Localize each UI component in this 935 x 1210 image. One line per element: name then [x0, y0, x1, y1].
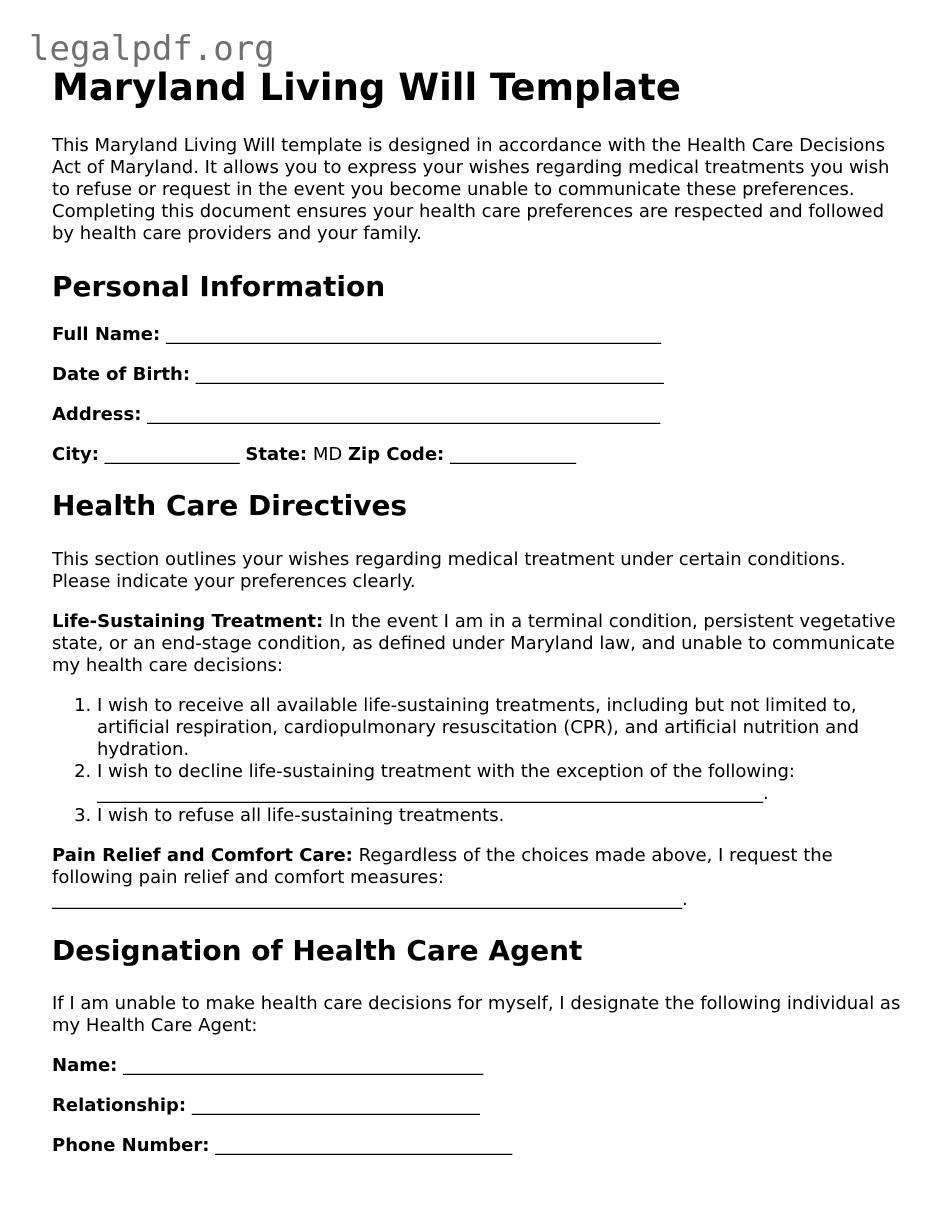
document-page	[52, 66, 902, 1157]
treatment-option-refuse[interactable]: 3. I wish to refuse all life-sustaining treatments.	[97, 805, 902, 827]
life-sustaining-text: In the event I am in a terminal condition, persistent vegetative state, or an end-stage condition, as defined under Maryland law, and unable to communicate my health care decisions:	[52, 611, 896, 676]
state-label: State:	[245, 444, 308, 465]
pain-relief-paragraph	[52, 845, 902, 911]
treatment-options-list	[52, 695, 902, 827]
address-label: Address:	[52, 404, 142, 425]
life-sustaining-paragraph	[52, 611, 902, 677]
treatment-option-receive[interactable]: 1. I wish to receive all available life-sustaining treatments, including but not limited to, artificial respiration, cardiopulmonary resuscitation (CPR), and artificial nutrition and hydration.	[97, 695, 902, 761]
dob-label: Date of Birth:	[52, 364, 191, 385]
agent-phone-field	[52, 1135, 902, 1157]
pain-relief-label: Pain Relief and Comfort Care:	[52, 845, 353, 866]
dob-field	[52, 364, 902, 386]
personal-info-heading: Personal Information	[52, 270, 386, 303]
agent-intro: If I am unable to make health care decisions for myself, I designate the following individual as my Health Care Agent:	[52, 993, 901, 1036]
address-field	[52, 404, 902, 426]
agent-relationship-field	[52, 1095, 902, 1117]
watermark: legalpdf.org	[29, 29, 275, 69]
dob-blank[interactable]: ____________________________________________________	[195, 364, 664, 385]
agent-name-label: Name:	[52, 1055, 118, 1076]
agent-name-blank[interactable]: ________________________________________	[123, 1055, 484, 1076]
agent-name-field	[52, 1055, 902, 1077]
city-state-zip-field	[52, 444, 902, 466]
city-blank[interactable]: _______________	[104, 444, 240, 465]
full-name-label: Full Name:	[52, 324, 161, 345]
full-name-field	[52, 324, 902, 346]
treatment-option-decline[interactable]: 2. I wish to decline life-sustaining treatment with the exception of the following: __________________________________________________________________________.	[97, 761, 902, 805]
directives-intro: This section outlines your wishes regarding medical treatment under certain conditions. Please indicate your preferences clearly.	[52, 549, 846, 592]
life-sustaining-label: Life-Sustaining Treatment:	[52, 611, 324, 632]
address-blank[interactable]: _________________________________________________________	[147, 404, 661, 425]
state-value: MD	[312, 444, 343, 465]
zip-blank[interactable]: ______________	[449, 444, 576, 465]
agent-relationship-blank[interactable]: ________________________________	[191, 1095, 480, 1116]
agent-relationship-label: Relationship:	[52, 1095, 187, 1116]
agent-phone-blank[interactable]: _________________________________	[215, 1135, 513, 1156]
full-name-blank[interactable]: _______________________________________________________	[165, 324, 661, 345]
agent-phone-label: Phone Number:	[52, 1135, 210, 1156]
pain-relief-text: Regardless of the choices made above, I request the following pain relief and comfort measures: ______________________________________________________________________.	[52, 845, 833, 910]
agent-heading: Designation of Health Care Agent	[52, 934, 583, 967]
city-label: City:	[52, 444, 99, 465]
directives-heading: Health Care Directives	[52, 489, 408, 522]
zip-label: Zip Code:	[347, 444, 445, 465]
page-title: Maryland Living Will Template	[52, 66, 681, 109]
intro-paragraph: This Maryland Living Will template is designed in accordance with the Health Care Decisions Act of Maryland. It allows you to express your wishes regarding medical treatments you wish to refuse or request in the event you become unable to communicate these preferences. Completing this document ensures your health care preferences are respected and followed by health care providers and your family.	[52, 135, 890, 244]
